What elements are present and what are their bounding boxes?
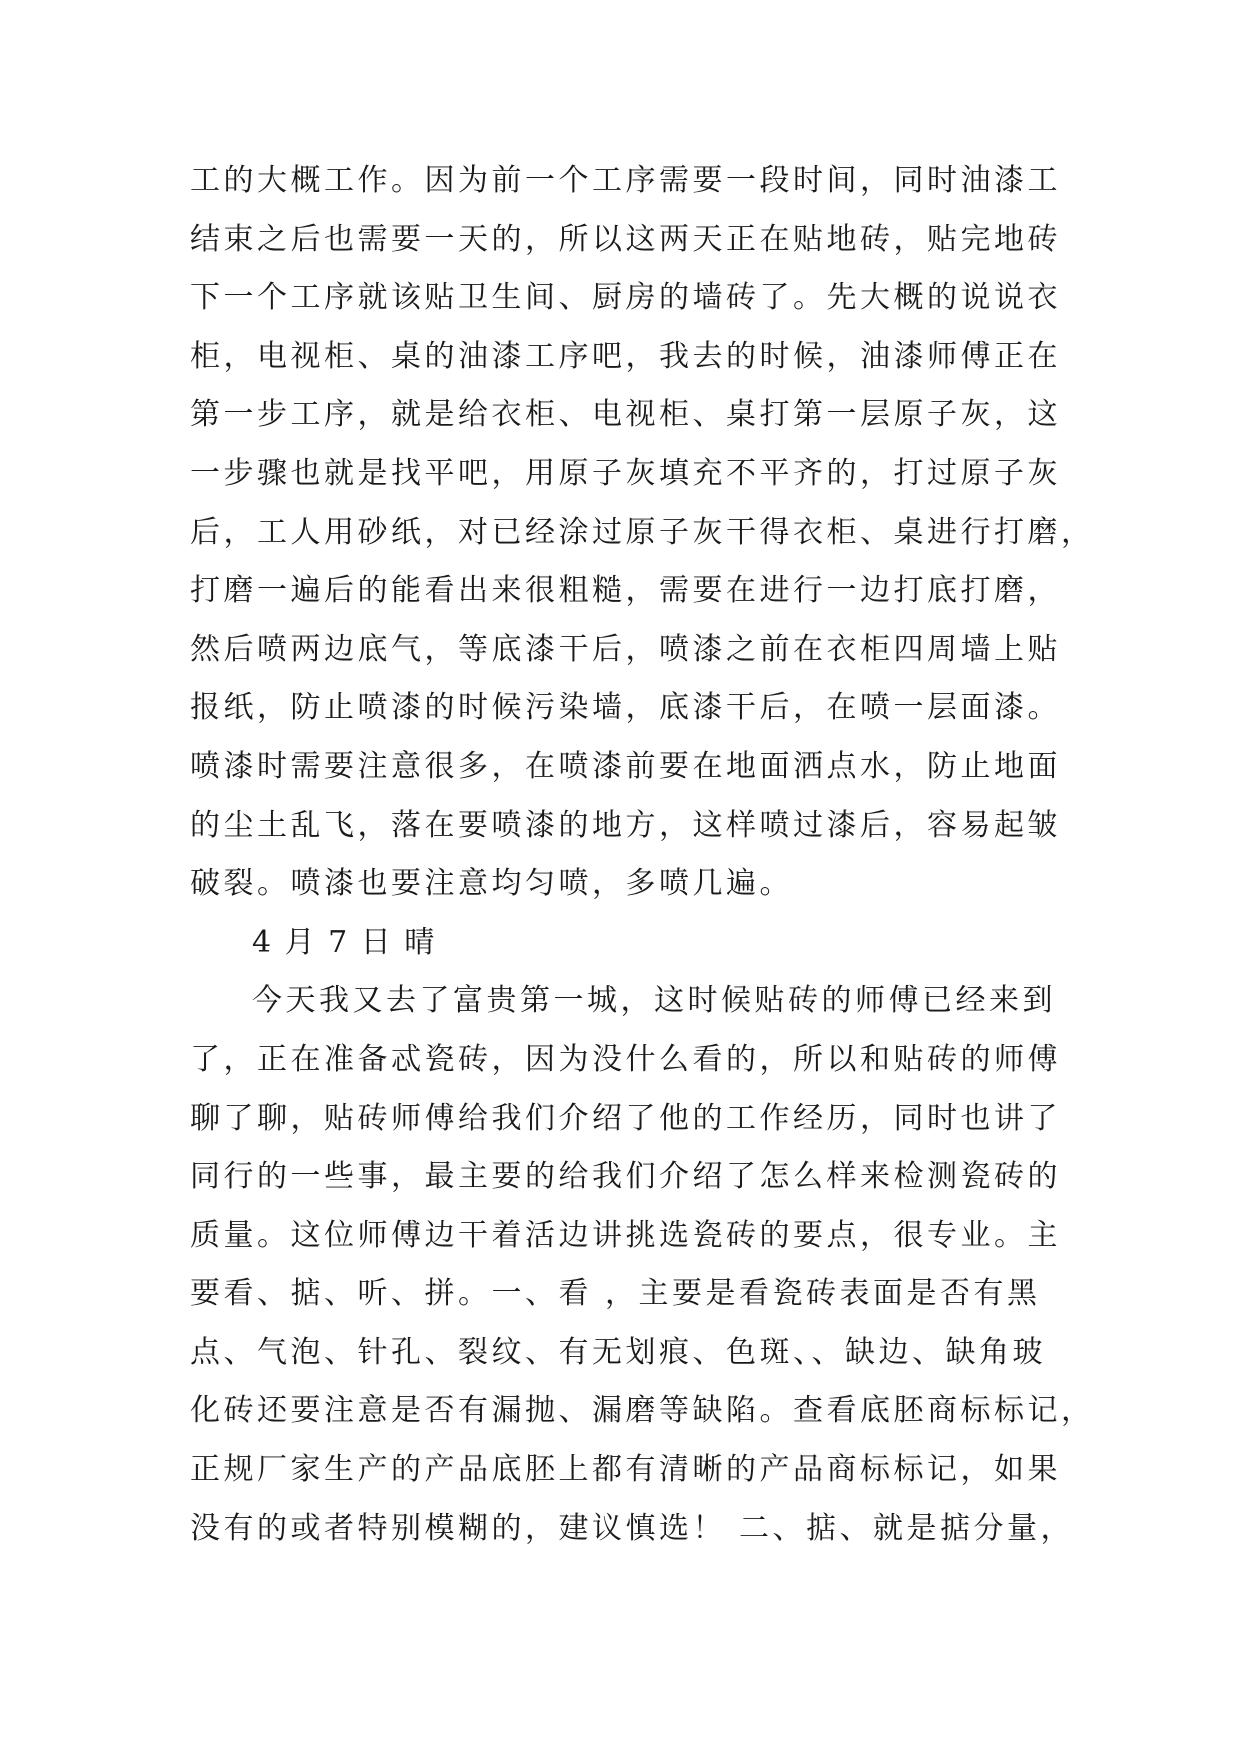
paragraph-line: 后，工人用砂纸，对已经涂过原子灰干得衣柜、桌进行打磨， [190,514,1095,550]
paragraph-line: 今天我又去了富贵第一城，这时候贴砖的师傅已经来到 [252,983,1056,1019]
paragraph-line: 打磨一遍后的能看出来很粗糙，需要在进行一边打底打磨， [190,573,1061,609]
paragraph-line: 然后喷两边底气，等底漆干后，喷漆之前在衣柜四周墙上贴 [190,631,1061,667]
paragraph-line: 工的大概工作。因为前一个工序需要一段时间，同时油漆工 [190,163,1061,198]
paragraph-line: 喷漆时需要注意很多，在喷漆前要在地面洒点水，防止地面 [190,748,1061,784]
paragraph-line: 同行的一些事，最主要的给我们介绍了怎么样来检测瓷砖的 [190,1159,1061,1195]
paragraph-line: 质量。这位师傅边干着活边讲挑选瓷砖的要点，很专业。主 [190,1217,1061,1253]
paragraph-line: 聊了聊，贴砖师傅给我们介绍了他的工作经历，同时也讲了 [190,1100,1061,1136]
paragraph-line: 正规厂家生产的产品底胚上都有清晰的产品商标标记，如果 [190,1452,1061,1488]
paragraph-line: 要看、掂、听、拼。一、看 ，主要是看瓷砖表面是否有黑 [190,1276,1041,1312]
paragraph-line: 报纸，防止喷漆的时候污染墙，底漆干后，在喷一层面漆。 [190,690,1061,726]
paragraph-line: 点、气泡、针孔、裂纹、有无划痕、色斑、、缺边、缺角玻 [190,1334,1046,1370]
paragraph-line: 化砖还要注意是否有漏抛、漏磨等缺陷。查看底胚商标标记， [190,1393,1095,1429]
paragraph-line: 第一步工序，就是给衣柜、电视柜、桌打第一层原子灰，这 [190,397,1061,433]
paragraph-line: 没有的或者特别模糊的，建议慎选！ 二、掂、就是掂分量， [190,1510,1075,1546]
date-heading: 4 月 7 日 晴 [252,924,437,960]
paragraph-line: 下一个工序就该贴卫生间、厨房的墙砖了。先大概的说说衣 [190,280,1061,316]
paragraph-line: 结束之后也需要一天的，所以这两天正在贴地砖，贴完地砖 [190,221,1061,257]
paragraph-line: 了，正在准备忒瓷砖，因为没什么看的，所以和贴砖的师傅 [190,1041,1061,1077]
body-text [190,152,1095,1558]
paragraph-line: 破裂。喷漆也要注意均匀喷，多喷几遍。 [190,866,793,902]
paragraph-line: 柜，电视柜、桌的油漆工序吧，我去的时候，油漆师傅正在 [190,338,1061,374]
paragraph-line: 一步骤也就是找平吧，用原子灰填充不平齐的，打过原子灰 [190,455,1061,491]
paragraph-line: 的尘土乱飞，落在要喷漆的地方，这样喷过漆后，容易起皱 [190,807,1061,843]
